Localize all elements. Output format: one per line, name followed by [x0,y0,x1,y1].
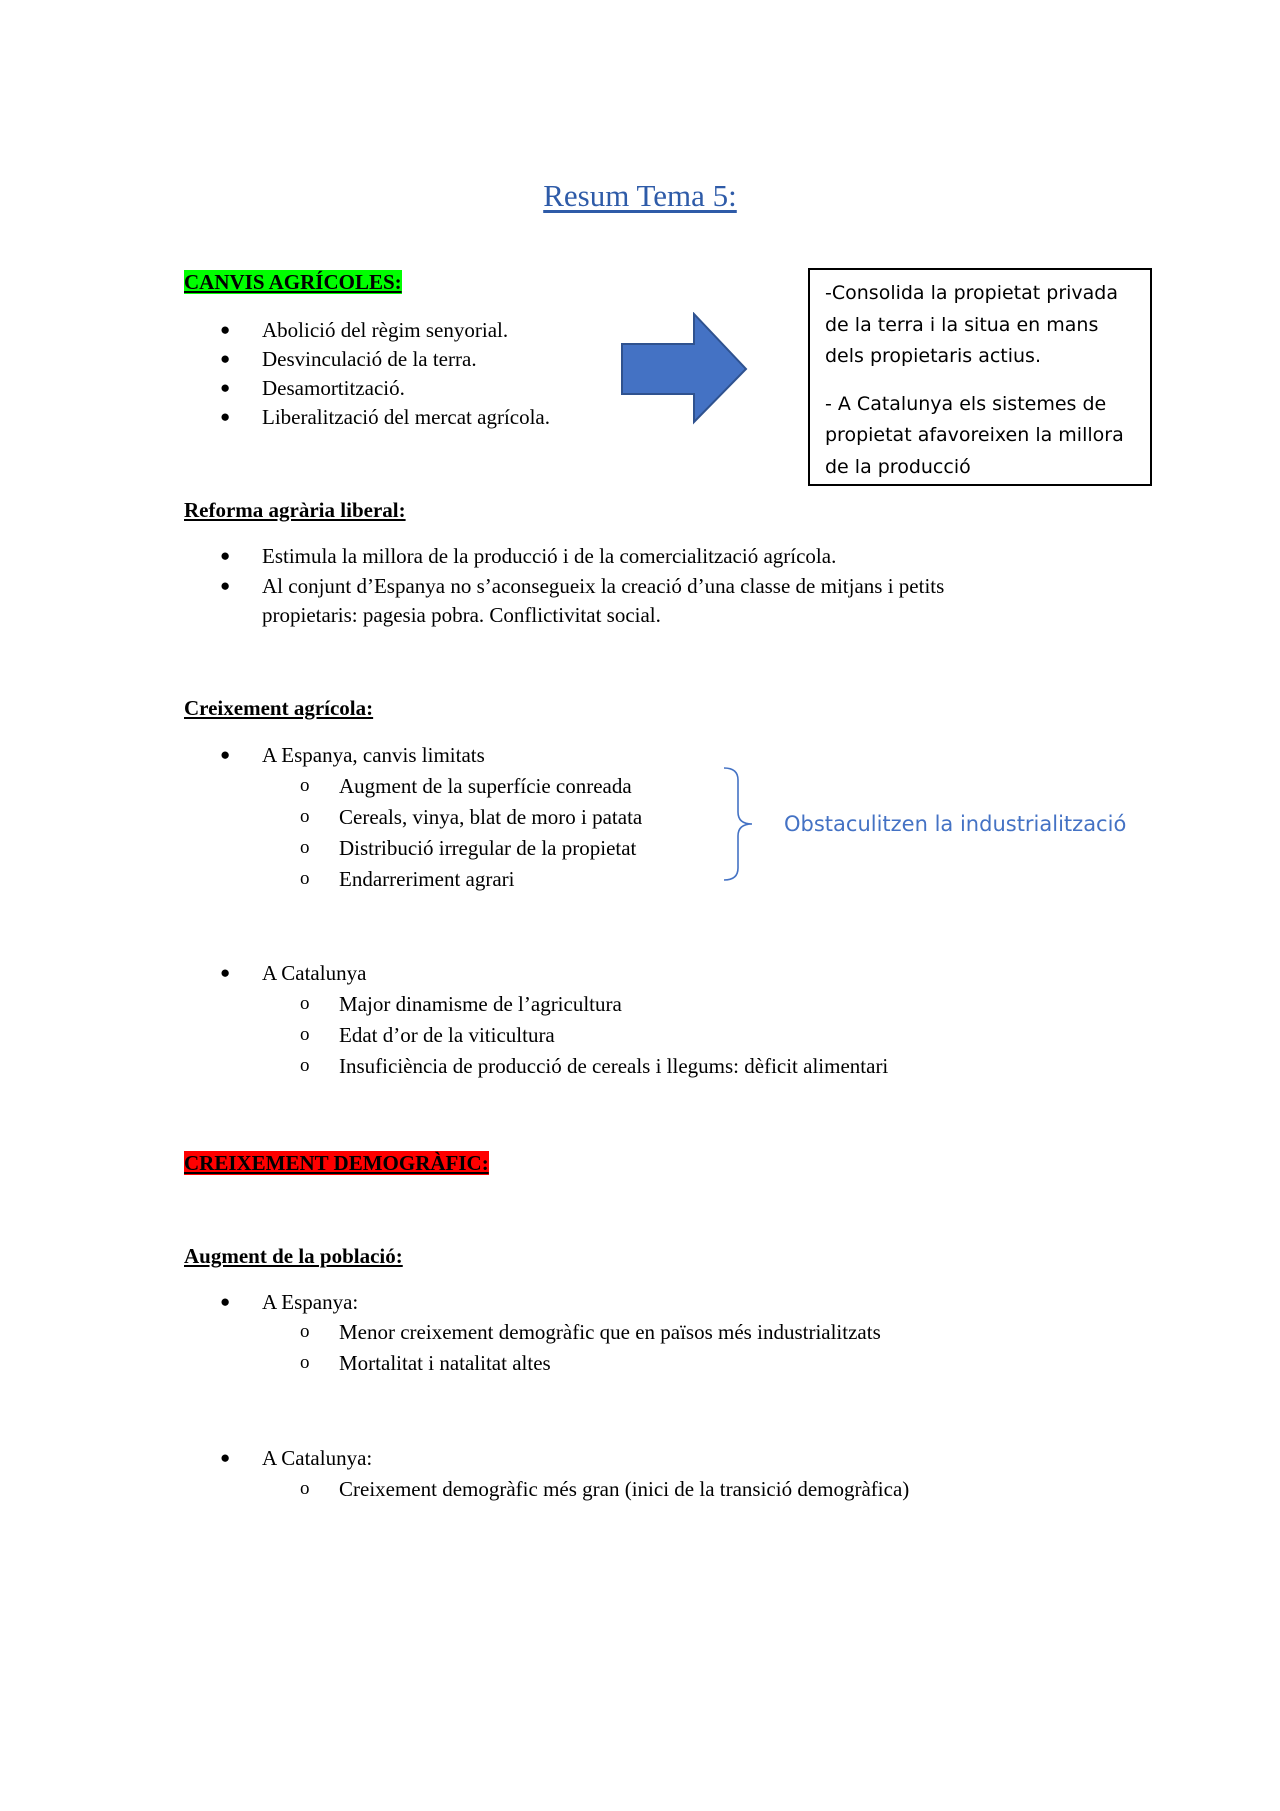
text-box-paragraph: - A Catalunya els sistemes de propietat afavoreixen la millora de la producció [825,392,1124,478]
sub-list-item: Augment de la superfície conreada [339,774,632,798]
text-box-paragraph: -Consolida la propietat privada de la terra i la situa en mans dels propietaris actius. [825,282,1119,367]
right-brace-icon [722,766,756,882]
bullet-icon: ● [220,1448,231,1467]
sub-bullet-icon: o [300,1352,310,1373]
sub-list-item: Distribució irregular de la propietat [339,836,637,860]
bullet-icon: ● [220,320,231,339]
section-heading-canvis-agricoles [184,269,402,295]
bullet-icon: ● [220,1292,231,1311]
section-heading-creixement-demografic [184,1150,489,1176]
sub-list-item: Endarreriment agrari [339,867,515,891]
sub-bullet-icon: o [300,775,310,796]
heading-text: CREIXEMENT DEMOGRÀFIC: [184,1151,489,1175]
sub-list-item: Cereals, vinya, blat de moro i patata [339,805,643,829]
sub-bullet-icon: o [300,1024,310,1045]
sub-list-item: Insuficiència de producció de cereals i llegums: dèficit alimentari [339,1054,889,1078]
brace-annotation: Obstaculitzen la industrialització [784,812,1127,836]
sub-bullet-icon: o [300,806,310,827]
list-item: Al conjunt d’Espanya no s’aconsegueix la creació d’una classe de mitjans i petits [262,574,945,598]
sub-list-item: Major dinamisme de l’agricultura [339,992,622,1016]
list-item-continuation: propietaris: pagesia pobra. Conflictivitat social. [262,603,661,627]
bullet-icon: ● [220,546,231,565]
bullet-icon: ● [220,963,231,982]
sub-bullet-icon: o [300,837,310,858]
section-heading-reforma: Reforma agrària liberal: [184,498,406,522]
sub-list-item: Menor creixement demogràfic que en països més industrialitzats [339,1320,881,1344]
bullet-icon: ● [220,349,231,368]
list-item: A Espanya: [262,1290,359,1314]
sub-bullet-icon: o [300,1055,310,1076]
sub-bullet-icon: o [300,1478,310,1499]
bullet-icon: ● [220,378,231,397]
section-heading-augment-poblacio: Augment de la població: [184,1244,403,1268]
sub-bullet-icon: o [300,993,310,1014]
bullet-icon: ● [220,576,231,595]
bullet-icon: ● [220,407,231,426]
section-heading-creixement-agricola: Creixement agrícola: [184,696,374,720]
right-arrow-icon [620,312,750,426]
list-item: A Catalunya: [262,1446,373,1470]
list-item: Desamortització. [262,376,405,400]
list-item: Abolició del règim senyorial. [262,318,509,342]
bullet-icon: ● [220,745,231,764]
sub-bullet-icon: o [300,1321,310,1342]
page-title: Resum Tema 5: [543,178,737,213]
heading-text: CANVIS AGRÍCOLES: [184,270,402,294]
list-item: A Catalunya [262,961,367,985]
sub-bullet-icon: o [300,868,310,889]
list-item: A Espanya, canvis limitats [262,743,485,767]
list-item: Desvinculació de la terra. [262,347,477,371]
list-item: Liberalització del mercat agrícola. [262,405,551,429]
list-item: Estimula la millora de la producció i de la comercialització agrícola. [262,544,837,568]
text-box [808,268,1152,486]
sub-list-item: Edat d’or de la viticultura [339,1023,555,1047]
sub-list-item: Creixement demogràfic més gran (inici de la transició demogràfica) [339,1477,910,1501]
sub-list-item: Mortalitat i natalitat altes [339,1351,551,1375]
